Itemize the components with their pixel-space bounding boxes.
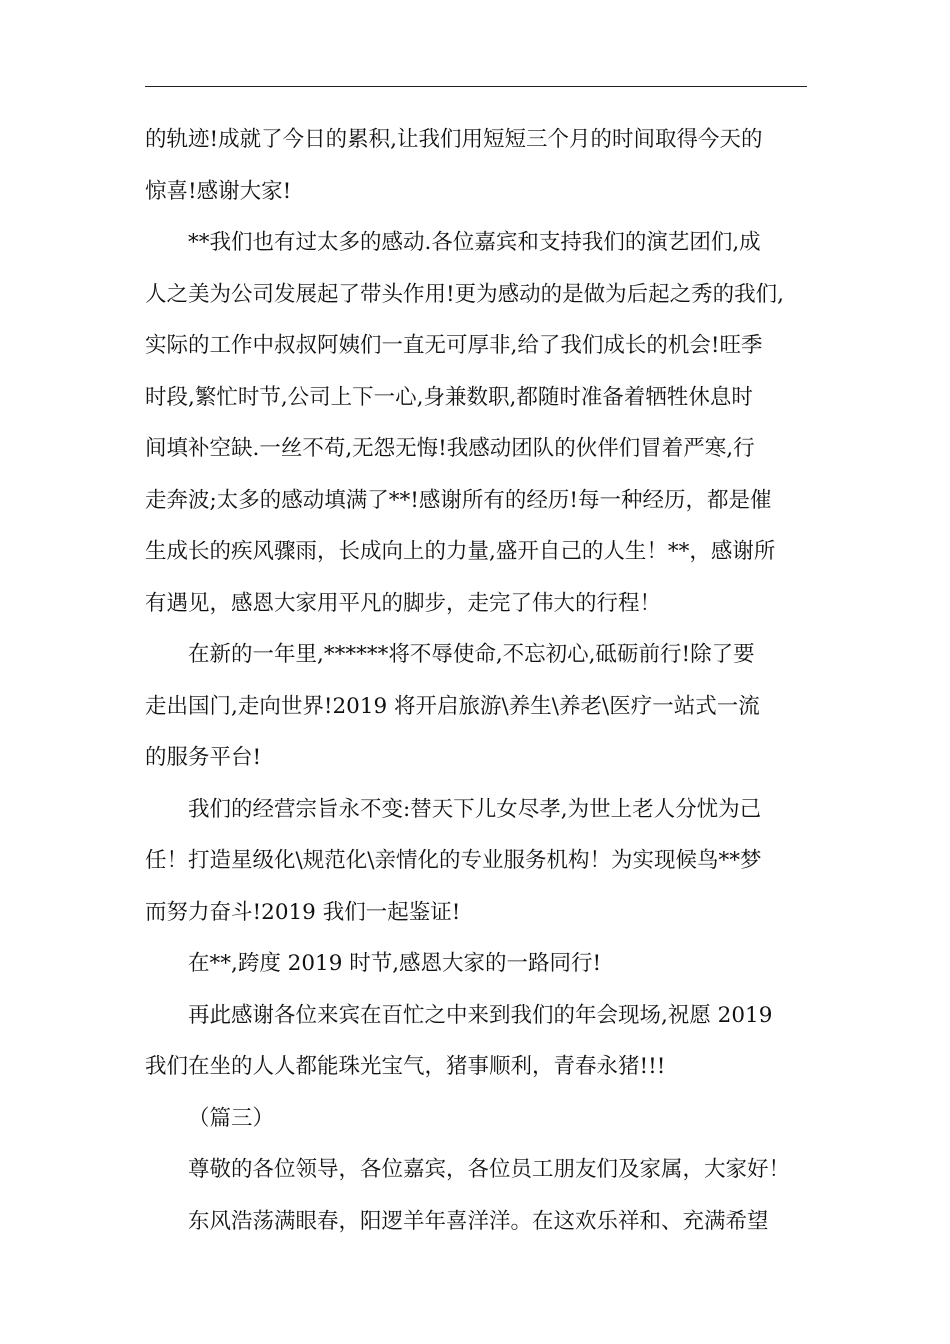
text-line: 我们的经营宗旨永不变:替天下儿女尽孝,为世上老人分忧为己 xyxy=(188,796,762,822)
text-line: 的轨迹!成就了今日的累积,让我们用短短三个月的时间取得今天的 xyxy=(145,127,763,152)
text-line: 而努力奋斗!2019 我们一起鉴证! xyxy=(145,899,461,925)
text-line: 人之美为公司发展起了带头作用!更为感动的是做为后起之秀的我们, xyxy=(145,281,784,307)
text-line: 任！打造星级化\规范化\亲情化的专业服务机构！为实现候鸟**梦 xyxy=(145,848,762,873)
text-line: 生成长的疾风骤雨，长成向上的力量,盛开自己的人生！**，感谢所 xyxy=(145,539,776,564)
text-line: （篇三） xyxy=(188,1105,275,1131)
text-line: 时段,繁忙时节,公司上下一心,身兼数职,都随时准备着牺牲休息时 xyxy=(145,384,753,410)
text-line: 我们在坐的人人都能珠光宝气，猪事顺利，青春永猪!!! xyxy=(145,1054,666,1079)
document-body xyxy=(145,116,807,1249)
text-line: 有遇见，感恩大家用平凡的脚步，走完了伟大的行程！ xyxy=(145,590,662,616)
text-line: 再此感谢各位来宾在百忙之中来到我们的年会现场,祝愿 2019 xyxy=(188,1002,773,1028)
text-line: 在**,跨度 2019 时节,感恩大家的一路同行! xyxy=(188,951,602,976)
header-rule xyxy=(145,86,807,87)
text-line: 实际的工作中叔叔阿姨们一直无可厚非,给了我们成长的机会!旺季 xyxy=(145,333,763,358)
text-line: 间填补空缺.一丝不苟,无怨无悔!我感动团队的伙伴们冒着严寒,行 xyxy=(145,436,755,461)
text-line: **我们也有过太多的感动.各位嘉宾和支持我们的演艺团们,成 xyxy=(188,230,761,255)
text-line: 惊喜!感谢大家! xyxy=(145,178,292,204)
text-line: 走奔波;太多的感动填满了**!感谢所有的经历!每一种经历，都是催 xyxy=(145,487,772,513)
text-line: 东风浩荡满眼春，阳逻羊年喜洋洋。在这欢乐祥和、充满希望 xyxy=(188,1208,769,1234)
text-line: 走出国门,走向世界!2019 将开启旅游\养生\养老\医疗一站式一流 xyxy=(145,693,760,719)
text-line: 的服务平台! xyxy=(145,745,262,770)
text-line: 在新的一年里,******将不辱使命,不忘初心,砥砺前行!除了要 xyxy=(188,642,755,667)
text-line: 尊敬的各位领导，各位嘉宾，各位员工朋友们及家属，大家好！ xyxy=(188,1157,791,1182)
